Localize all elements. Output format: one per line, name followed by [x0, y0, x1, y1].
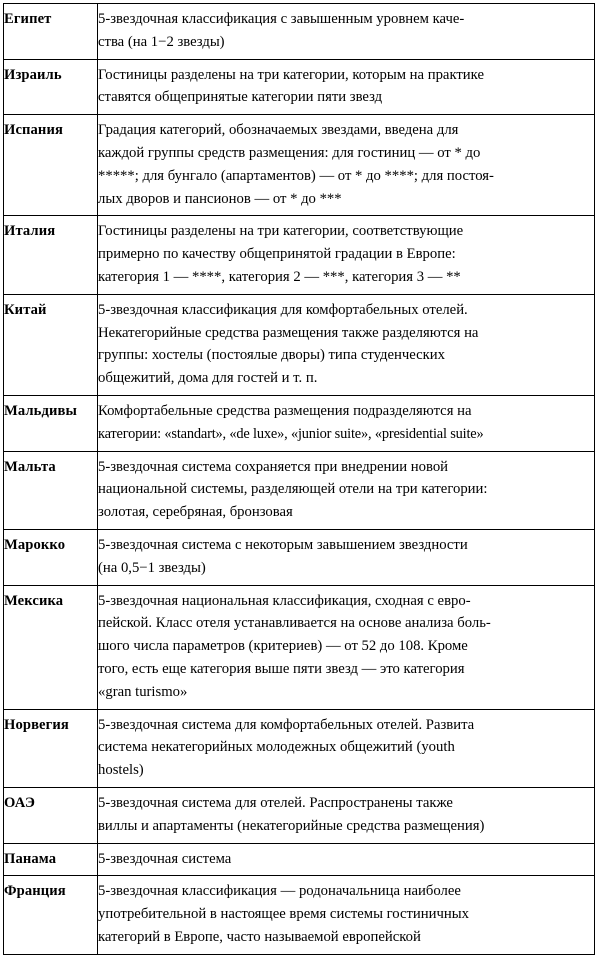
description-line: 5-звездочная система сохраняется при внедрении новой	[98, 458, 449, 475]
description-line: 5-звездочная классификация с завышенным уровнем каче-	[98, 11, 465, 27]
description-line: общежитий, дома для гостей и т. п.	[98, 370, 318, 387]
description-line: 5-звездочная классификация — родоначальница наиболее	[98, 883, 461, 900]
description-line: категорий в Европе, часто называемой европейской	[98, 928, 421, 945]
description-line: (на 0,5−1 звезды)	[98, 559, 206, 576]
table-row	[4, 876, 595, 954]
description-line: виллы и апартаменты (некатегорийные средства размещения)	[98, 817, 485, 834]
hotel-classification-table	[3, 3, 595, 955]
description-line: 5-звездочная система с некоторым завышением звездности	[98, 536, 468, 553]
table-row	[4, 709, 595, 787]
description-line: система некатегорийных молодежных общежитий (youth	[98, 739, 455, 756]
table-row	[4, 529, 595, 585]
description-line: 5-звездочная классификация для комфортабельных отелей.	[98, 301, 468, 318]
description-line: Комфортабельные средства размещения подразделяются на	[98, 402, 472, 419]
description-line: категория 1 — ****, категория 2 — ***, категория 3 — **	[98, 268, 461, 285]
description-line: золотая, серебряная, бронзовая	[98, 504, 293, 521]
description-cell	[98, 4, 595, 60]
description-line: каждой группы средств размещения: для гостиниц — от * до	[98, 144, 481, 161]
description-line: 5-звездочная система для комфортабельных отелей. Развита	[98, 716, 475, 733]
table-row	[4, 585, 595, 709]
description-cell	[98, 451, 595, 529]
description-cell	[98, 294, 595, 395]
description-line: Гостиницы разделены на три категории, которым на практике	[98, 66, 484, 83]
description-cell	[98, 585, 595, 709]
description-cell	[98, 529, 595, 585]
description-line: употребительной в настоящее время системы гостиничных	[98, 906, 469, 923]
table-row	[4, 4, 595, 60]
description-line: национальной системы, разделяющей отели на три категории:	[98, 481, 488, 498]
country-cell: Панама	[4, 843, 98, 876]
country-cell: ОАЭ	[4, 787, 98, 843]
description-line: Некатегорийные средства размещения также разделяются на	[98, 324, 479, 341]
country-cell: Италия	[4, 216, 98, 294]
description-cell	[98, 395, 595, 451]
description-line: «gran turismo»	[98, 683, 188, 700]
country-cell: Марокко	[4, 529, 98, 585]
description-line: пейской. Класс отеля устанавливается на основе анализа боль-	[98, 615, 491, 632]
description-line: hostels)	[98, 762, 144, 779]
country-cell: Мальта	[4, 451, 98, 529]
table-row	[4, 216, 595, 294]
description-line: Градация категорий, обозначаемых звездами, введена для	[98, 122, 459, 139]
description-cell	[98, 115, 595, 216]
description-line: 5-звездочная система для отелей. Распространены также	[98, 794, 453, 811]
description-line: ства (на 1−2 звезды)	[98, 33, 225, 50]
description-line: 5-звездочная система	[98, 850, 232, 867]
description-line: шого числа параметров (критериев) — от 52 до 108. Кроме	[98, 638, 468, 655]
description-line: ставятся общепринятые категории пяти звезд	[98, 89, 383, 106]
description-line: категории: «standart», «de luxe», «junior suite», «presidential suite»	[98, 425, 484, 442]
country-cell: Норвегия	[4, 709, 98, 787]
description-line: группы: хостелы (постоялые дворы) типа студенческих	[98, 347, 445, 364]
table-row	[4, 395, 595, 451]
table-row	[4, 294, 595, 395]
description-cell	[98, 843, 595, 876]
table-row	[4, 843, 595, 876]
country-cell: Китай	[4, 294, 98, 395]
country-cell: Израиль	[4, 59, 98, 115]
country-cell: Египет	[4, 4, 98, 60]
country-cell: Мальдивы	[4, 395, 98, 451]
description-line: Гостиницы разделены на три категории, соответствующие	[98, 223, 464, 240]
table-row	[4, 115, 595, 216]
country-cell: Мексика	[4, 585, 98, 709]
description-cell	[98, 709, 595, 787]
description-line: примерно по качеству общепринятой градации в Европе:	[98, 246, 456, 263]
description-cell	[98, 216, 595, 294]
description-cell	[98, 59, 595, 115]
description-cell	[98, 787, 595, 843]
table-row	[4, 787, 595, 843]
table-row	[4, 451, 595, 529]
country-cell: Испания	[4, 115, 98, 216]
table-row	[4, 59, 595, 115]
page-bottom-spacer	[3, 955, 594, 965]
country-cell: Франция	[4, 876, 98, 954]
table-body	[4, 4, 595, 955]
description-cell	[98, 876, 595, 954]
description-line: 5-звездочная национальная классификация, сходная с евро-	[98, 592, 471, 609]
description-line: лых дворов и пансионов — от * до ***	[98, 190, 342, 207]
description-line: *****; для бунгало (апартаментов) — от * до ****; для постоя-	[98, 167, 494, 184]
description-line: того, есть еще категория выше пяти звезд — это категория	[98, 660, 465, 677]
